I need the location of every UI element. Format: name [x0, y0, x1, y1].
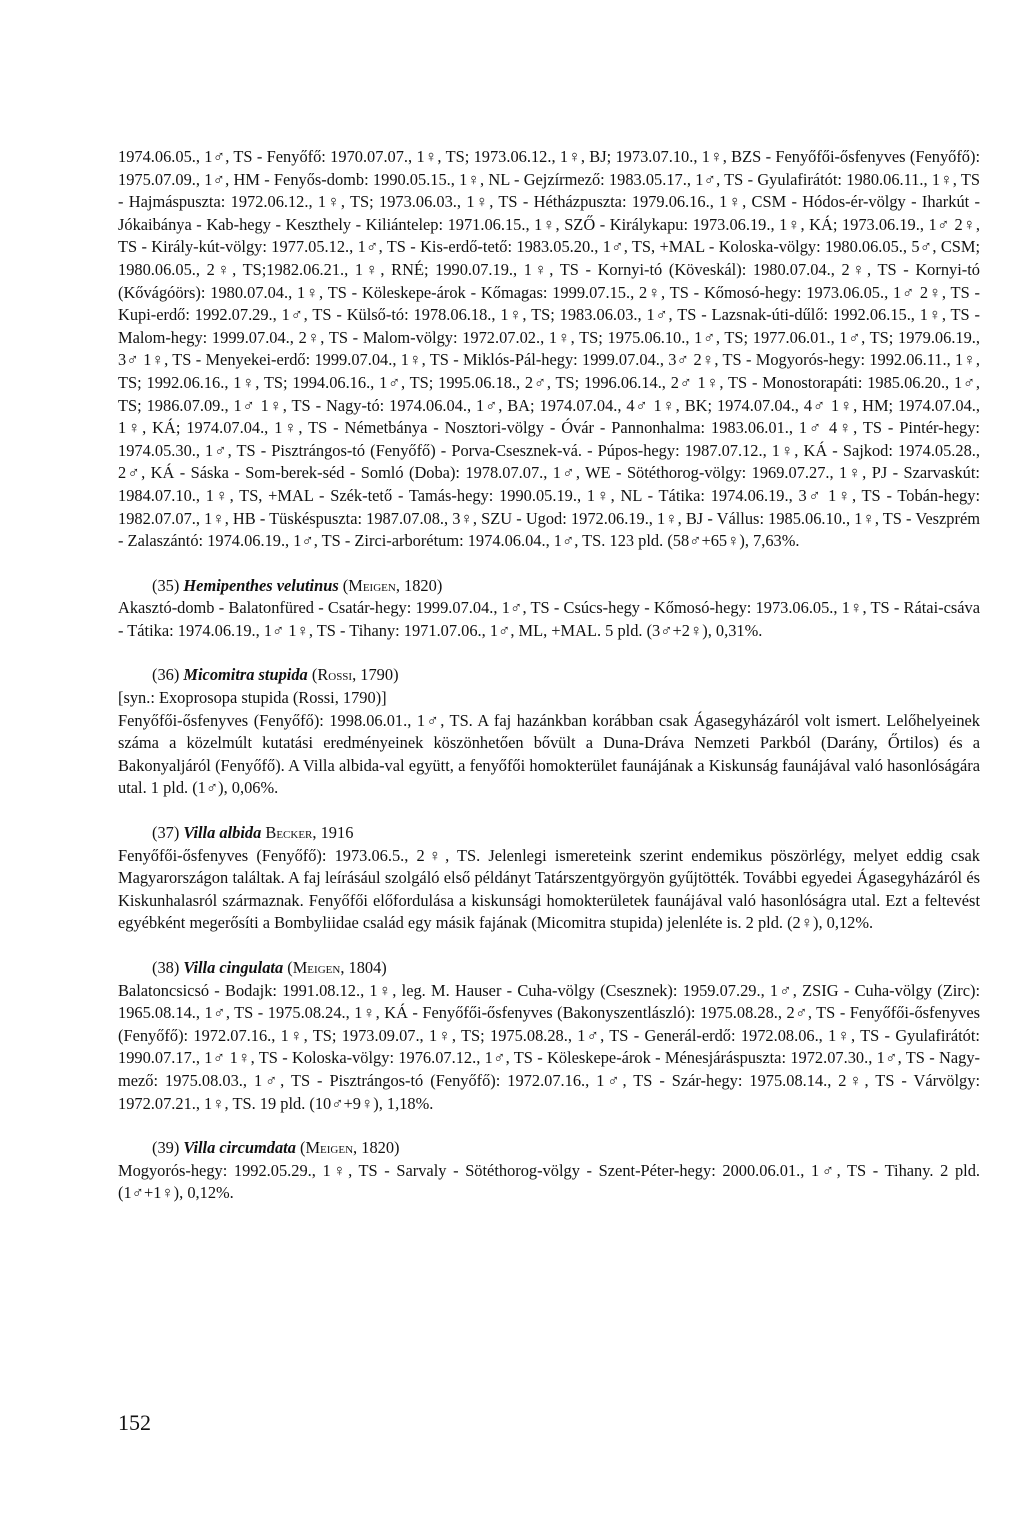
species-text: Akasztó-domb - Balatonfüred - Csatár-hegy: 1999.07.04., 1♂, TS - Csúcs-hegy - Kőmosó-hegy: 1973.06.05., 1♀, TS - Rátai-csáva - Tátika: 1974.06.19., 1♂ 1♀, TS - Tihany: 1971.07.06., 1♂, ML, +MAL. 5 pld. (3♂+2♀), 0,31%. — [118, 598, 980, 640]
species-year: , 1820) — [353, 1138, 400, 1158]
species-author: Meigen — [292, 958, 341, 977]
species-text: Balatoncsicsó - Bodajk: 1991.08.12., 1♀, leg. M. Hauser - Cuha-völgy (Csesznek): 1959.07.29., 1♂, ZSIG - Cuha-völgy (Zirc): 1965.08.14., 1♂, TS - 1975.08.24., 1♀, KÁ - Fenyőfői-ősfenyves (Bakonyszentlászló): 1975.08.28., 2♂, TS - Fenyőfői-ősfenyves (Fenyőfő): 1972.07.16., 1♀, TS; 1973.09.07., 1♀, TS; 1975.08.28., 1♂, TS - Generál-erdő: 1972.08.06., 1♀, TS - Gyulafirátót: 1990.07.17., 1♂ 1♀, TS - Koloska-völgy: 1976.07.12., 1♂, TS - Köleskepe-árok - Ménesjáráspuszta: 1972.07.30., 1♂, TS - Nagy-mező: 1975.08.03., 1♂, TS - Pisztrángos-tó (Fenyőfő): 1972.07.16., 1♂, TS - Szár-hegy: 1975.08.14., 2♀, TS - Várvölgy: 1972.07.21., 1♀, TS. 19 pld. (10♂+9♀), 1,18%. — [118, 980, 980, 1113]
species-number: (37) — [152, 823, 180, 843]
species-heading: (38) Villa cingulata (Meigen, 1804) — [152, 958, 387, 977]
species-year: , 1916 — [312, 823, 354, 843]
species-name: Micomitra stupida — [183, 665, 308, 685]
species-heading: (35) Hemipenthes velutinus (Meigen, 1820) — [152, 575, 443, 595]
species-entry-35 — [118, 575, 980, 643]
species-number: (36) — [152, 665, 180, 685]
species-author: Meigen — [348, 575, 396, 595]
species-name: Hemipenthes velutinus — [183, 575, 339, 595]
species-number: (38) — [152, 958, 180, 977]
species-heading: (36) Micomitra stupida (Rossi, 1790) — [152, 665, 399, 685]
page-content — [118, 146, 980, 1205]
species-number: (35) — [152, 575, 180, 595]
species-synonym: [syn.: Exoprosopa stupida (Rossi, 1790)] — [118, 688, 387, 708]
species-text: Fenyőfői-ősfenyves (Fenyőfő): 1973.06.5., 2♀, TS. Jelenlegi ismereteink szerint endemikus pöszörlégy, melyet eddig csak Magyarországon találtak. A faj leírásául szolgáló első példányt Tatárszentgyörgyön gyűjtötték. További egyedei Ágasegyházáról és Kiskunhalasról származnak. Fenyőfői előfordulása a kiskunsági homokterületek faunájával való hasonlóságra utal. Ezt a feltevést egyébként megerősíti a Bombyliidae család egy másik fajának (Micomitra stupida) jelenléte is. 2 pld. (2♀), 0,12%. — [118, 845, 980, 933]
species-entry-37 — [118, 822, 980, 935]
species-heading: (39) Villa circumdata (Meigen, 1820) — [152, 1138, 400, 1158]
species-heading — [118, 822, 980, 845]
species-author: Meigen — [305, 1138, 354, 1158]
species-entry-36 — [118, 664, 980, 800]
species-name: Villa albida — [183, 823, 262, 843]
species-text: Mogyorós-hegy: 1992.05.29., 1♀, TS - Sarvaly - Sötéthorog-völgy - Szent-Péter-hegy: 2000.06.01., 1♂, TS - Tihany. 2 pld. (1♂+1♀), 0,12%. — [118, 1160, 980, 1203]
locality-list-continued: 1974.06.05., 1♂, TS - Fenyőfő: 1970.07.07., 1♀, TS; 1973.06.12., 1♀, BJ; 1973.07.10., 1♀, BZS - Fenyőfői-ősfenyves (Fenyőfő): 1975.07.09., 1♂, HM - Fenyős-domb: 1990.05.15., 1♀, NL - Gejzírmező: 1983.05.17., 1♂, TS - Gyulafirátót: 1980.06.11., 1♀, TS - Hajmáspuszta: 1972.06.12., 1♀, TS; 1973.06.03., 1♀, TS - Hétházpuszta: 1979.06.16., 1♀, CSM - Hódos-ér-völgy - Iharkút - Jókaibánya - Kab-hegy - Keszthely - Kiliántelep: 1971.06.15., 1♀, SZŐ - Királykapu: 1973.06.19., 1♀, KÁ; 1973.06.19., 1♂ 2♀, TS - Király-kút-völgy: 1977.05.12., 1♂, TS - Kis-erdő-tető: 1983.05.20., 1♂, TS, +MAL - Koloska-völgy: 1980.06.05., 5♂, CSM; 1980.06.05., 2♀, TS;1982.06.21., 1♀, RNÉ; 1990.07.19., 1♀, TS - Kornyi-tó (Köveskál): 1980.07.04., 2♀, TS - Kornyi-tó (Kővágóörs): 1980.07.04., 1♀, TS - Köleskepe-árok - Kőmagas: 1999.07.15., 2♀, TS - Kőmosó-hegy: 1973.06.05., 1♂ 2♀, TS - Kupi-erdő: 1992.07.29., 1♂, TS - Külső-tó: 1978.06.18., 1♀, TS; 1983.06.03., 1♂, TS - Lazsnak-úti-dűlő: 1992.06.15., 1♀, TS - Malom-hegy: 1999.07.04., 2♀, TS - Malom-völgy: 1972.07.02., 1♀, TS; 1975.06.10., 1♂, TS; 1977.06.01., 1♂, TS; 1979.06.19., 3♂ 1♀, TS - Menyekei-erdő: 1999.07.04., 1♀, TS - Miklós-Pál-hegy: 1999.07.04., 3♂ 2♀, TS - Mogyorós-hegy: 1992.06.11., 1♀, TS; 1992.06.16., 1♀, TS; 1994.06.16., 1♂, TS; 1995.06.18., 2♂, TS; 1996.06.14., 2♂ 1♀, TS - Monostorapáti: 1985.06.20., 1♂, TS; 1986.07.09., 1♂ 1♀, TS - Nagy-tó: 1974.06.04., 1♂, BA; 1974.07.04., 4♂ 1♀, BK; 1974.07.04., 4♂ 1♀, HM; 1974.07.04., 1♀, KÁ; 1974.07.04., 1♀, TS - Németbánya - Nosztori-völgy - Óvár - Pannonhalma: 1983.06.01., 1♂ 4♀, TS - Pintér-hegy: 1974.05.30., 1♂, TS - Pisztrángos-tó (Fenyőfő) - Porva-Csesznek-vá. - Púpos-hegy: 1987.07.12., 1♀, KÁ - Sajkod: 1974.05.28., 2♂, KÁ - Sáska - Som-berek-séd - Somló (Doba): 1978.07.07., 1♂, WE - Sötéthorog-völgy: 1969.07.27., 1♀, PJ - Szarvaskút: 1984.07.10., 1♀, TS, +MAL - Szék-tető - Tamás-hegy: 1990.05.19., 1♀, NL - Tátika: 1974.06.19., 3♂ 1♀, TS - Tobán-hegy: 1982.07.07., 1♀, HB - Tüskéspuszta: 1987.07.08., 3♀, SZU - Ugod: 1972.06.19., 1♀, BJ - Vállus: 1985.06.10., 1♀, TS - Veszprém - Zalaszántó: 1974.06.19., 1♂, TS - Zirci-arborétum: 1974.06.04., 1♂, TS. 123 pld. (58♂+65♀), 7,63%. — [118, 147, 980, 551]
page-number: 152 — [118, 1410, 151, 1435]
species-text: Fenyőfői-ősfenyves (Fenyőfő): 1998.06.01., 1♂, TS. A faj hazánkban korábban csak Ágasegyházáról volt ismert. Lelőhelyeinek száma a közelmúlt kutatási eredményeinek köszönhetően bővült a Duna-Dráva Nemzeti Parkból (Darány, Őrtilos) és a Bakonyaljáról (Fenyőfő). A Villa albida-val együtt, a fenyőfői homokterület faunájának a Kiskunság faunájával való hasonlóságára utal. 1 pld. (1♂), 0,06%. — [118, 710, 980, 798]
species-entry-39 — [118, 1137, 980, 1205]
species-year: , 1804) — [340, 958, 387, 977]
species-number: (39) — [152, 1138, 180, 1158]
species-name: Villa circumdata — [183, 1138, 296, 1158]
species-author: Becker — [265, 823, 313, 843]
species-year: , 1820) — [395, 575, 443, 595]
species-entry-38 — [118, 957, 980, 1115]
species-name: Villa cingulata — [183, 958, 284, 977]
species-author: Rossi — [317, 665, 353, 685]
species-year: , 1790) — [352, 665, 399, 685]
